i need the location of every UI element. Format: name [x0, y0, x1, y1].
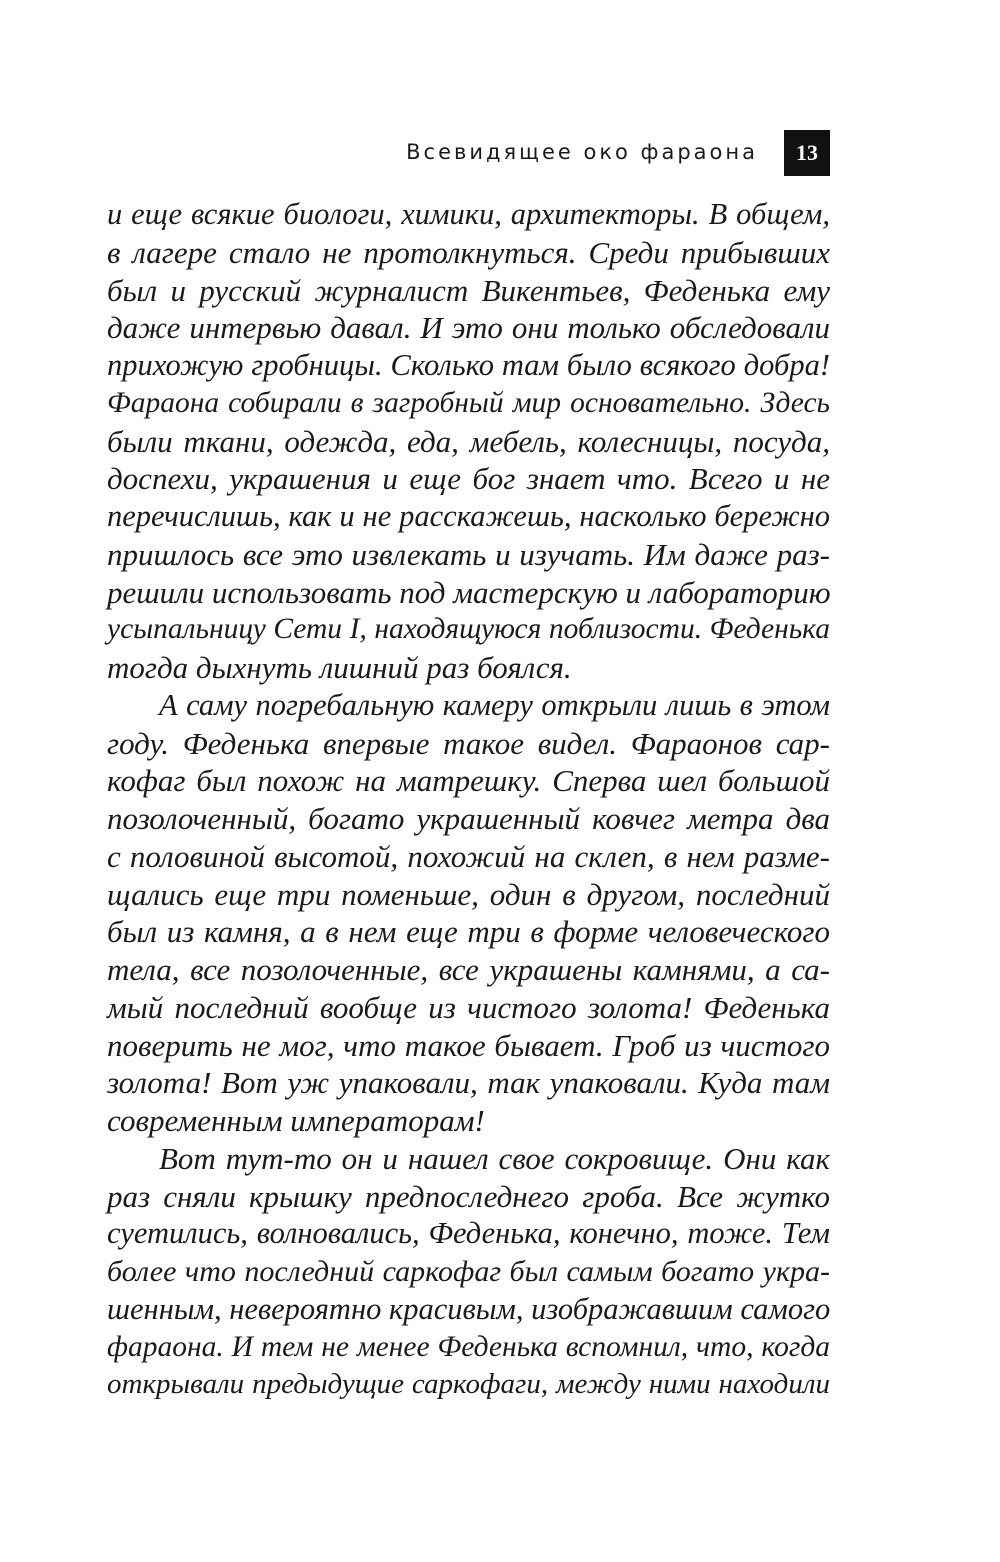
text-line: позолоченный, богато украшенный ковчег метра два [107, 801, 830, 836]
text-line: тела, все позолоченные, все украшены камнями, а са- [107, 952, 830, 987]
text-line: перечислишь, как и не расскажешь, насколько бережно [107, 499, 830, 533]
text-line: был из камня, а в нем еще три в форме человеческого [107, 914, 830, 950]
text-line: даже интервью давал. И это они только обследовали [107, 310, 830, 346]
text-line: щались еще три поменьше, один в другом, последний [107, 876, 830, 912]
text-line: А саму погребальную камеру открыли лишь в этом [159, 687, 830, 722]
text-line: году. Феденька впервые такое видел. Фараонов сар- [107, 725, 830, 761]
text-line: мый последний вообще из чистого золота! Феденька [107, 989, 830, 1025]
text-line: пришлось все это извлекать и изучать. Им даже раз- [107, 536, 830, 572]
text-line: доспехи, украшения и еще бог знает что. Всего и не [107, 461, 830, 497]
body-text [107, 196, 830, 1404]
text-line: золота! Вот уж упаковали, так упаковали. Куда там [107, 1065, 830, 1101]
text-line: Вот тут-то он и нашел свое сокровище. Они как [159, 1140, 830, 1176]
text-line: кофаг был похож на матрешку. Сперва шел большой [107, 763, 830, 799]
page-number: 13 [784, 130, 830, 176]
text-line: Фараона собирали в загробный мир основательно. Здесь [107, 386, 830, 419]
text-line: с половиной высотой, похожий на склеп, в нем разме- [107, 838, 830, 874]
text-line: были ткани, одежда, еда, мебель, колесницы, посуда, [107, 423, 830, 459]
text-line: решили использовать под мастерскую и лабораторию [107, 574, 831, 610]
text-line: современным императорам! [107, 1103, 485, 1138]
running-title: Всевидящее око фараона [406, 140, 758, 164]
text-line: поверить не мог, что такое бывает. Гроб из чистого [107, 1027, 830, 1063]
text-line: и еще всякие биологи, химики, архитекторы. В общем, [107, 197, 830, 231]
text-line: в лагере стало не протолкнуться. Среди прибывших [107, 234, 830, 270]
text-line: шенным, невероятно красивым, изображавшим самого [107, 1291, 831, 1326]
text-line: прихожую гробницы. Сколько там было всякого добра! [107, 348, 830, 382]
text-line: раз сняли крышку предпоследнего гроба. Все жутко [107, 1178, 830, 1214]
text-line: усыпальницу Сети I, находящуюся поблизости. Феденька [107, 613, 830, 646]
text-line: тогда дыхнуть лишний раз боялся. [107, 650, 572, 685]
text-line: открывали предыдущие саркофаги, между ними находили [107, 1368, 830, 1401]
text-line: фараона. И тем не менее Феденька вспомнил, что, когда [107, 1330, 830, 1363]
running-head [0, 130, 830, 176]
text-line: более что последний саркофаг был самым богато укра- [107, 1255, 830, 1288]
text-line: был и русский журналист Викентьев, Феденька ему [107, 272, 830, 308]
text-line: суетились, волновались, Феденька, конечно, тоже. Тем [107, 1216, 830, 1251]
